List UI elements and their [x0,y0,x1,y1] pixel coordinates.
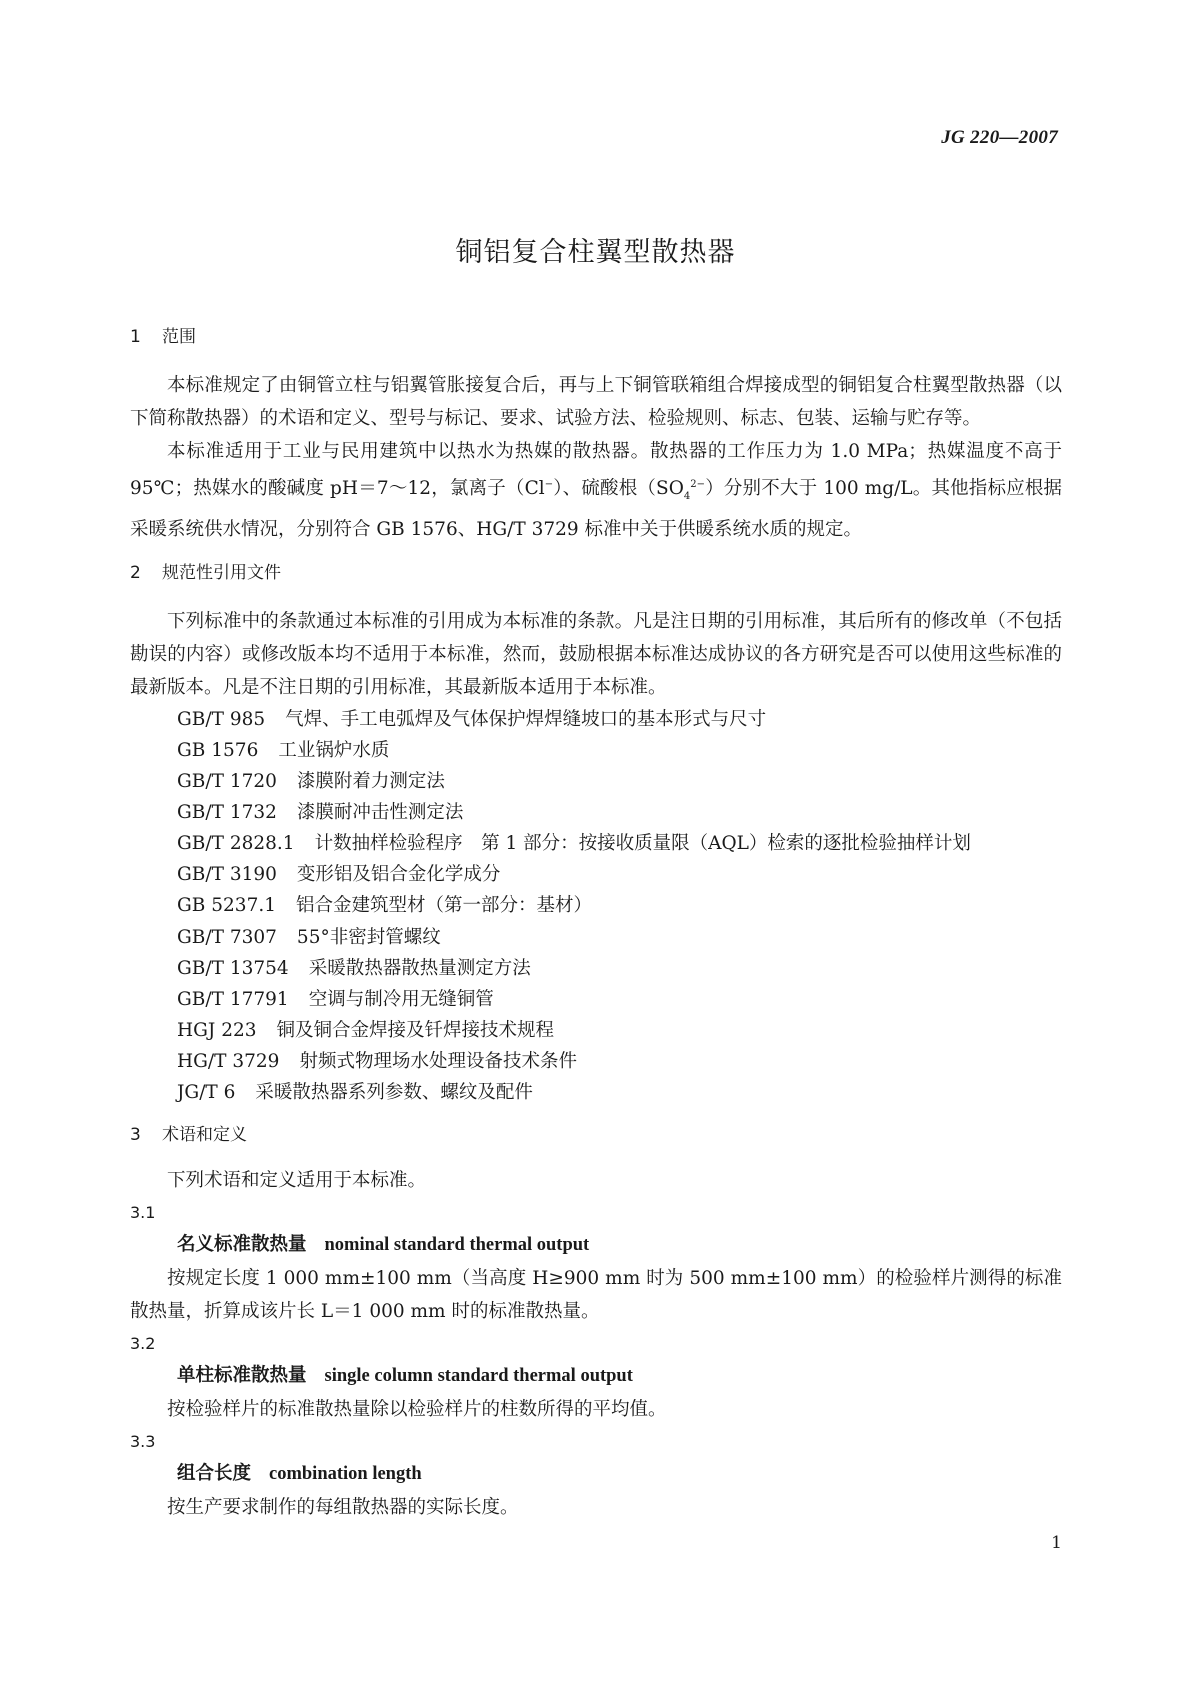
sulfate-charge: 2− [690,479,706,490]
reference-code: GB/T 17791 [177,988,289,1010]
scope-paragraph-2 [130,435,1062,546]
reference-title: 采暖散热器系列参数、螺纹及配件 [255,1081,533,1103]
term-name [130,1457,1062,1491]
reference-item [130,735,1062,766]
term-number: 3.2 [130,1334,156,1354]
scope-text-b: ）、硫酸根（SO [553,478,684,500]
reference-title: 55°非密封管螺纹 [296,926,441,948]
reference-item [130,1046,1062,1077]
reference-item [130,1077,1062,1108]
reference-item [130,859,1062,890]
scope-text-c: ）分别不大于 100 mg/L。其他指标应根据采暖系统供水情况，分别符合 GB 1576、HG/T 3729 标准中关于供暖系统水质的规定。 [130,478,1063,540]
reference-title: 射频式物理场水处理设备技术条件 [299,1050,577,1072]
reference-title: 铜及铜合金焊接及钎焊接技术规程 [276,1019,555,1041]
term-number: 3.1 [130,1203,156,1223]
scope-paragraph-1: 本标准规定了由铜管立柱与铝翼管胀接复合后，再与上下铜管联箱组合焊接成型的铜铝复合柱翼型散热器（以下简称散热器）的术语和定义、型号与标记、要求、试验方法、检验规则、标志、包装、运输与贮存等。 [130,375,1062,429]
sulfate-subscript: 4 [683,490,691,502]
reference-item [130,828,1062,859]
reference-code: JG/T 6 [177,1081,236,1103]
scope-text-a: 本标准适用于工业与民用建筑中以热水为热媒的散热器。散热器的工作压力为 1.0 MPa；热媒温度不高于 95℃；热媒水的酸碱度 pH＝7～12，氯离子（Cl [130,441,1062,500]
term-name-cn: 组合长度 [177,1463,252,1485]
term-name-cn: 单柱标准散热量 [177,1365,307,1387]
reference-item [130,984,1062,1015]
reference-code: GB/T 3190 [177,864,277,886]
reference-code: GB/T 985 [177,708,266,730]
term-definition: 按生产要求制作的每组散热器的实际长度。 [167,1497,519,1519]
reference-title: 计数抽样检验程序 第 1 部分：按接收质量限（AQL）检索的逐批检验抽样计划 [314,833,971,855]
reference-item [130,766,1062,797]
standard-code: JG 220—2007 [941,127,1058,148]
section-title: 术语和定义 [162,1125,247,1146]
reference-list [130,704,1062,1108]
reference-item [130,797,1062,828]
terms-intro: 下列术语和定义适用于本标准。 [167,1170,427,1192]
chloride-charge: − [544,479,554,490]
term-definition: 按检验样片的标准散热量除以检验样片的柱数所得的平均值。 [167,1399,667,1421]
section-number: 1 [130,327,141,347]
section-1-heading [130,326,1062,348]
reference-title: 工业锅炉水质 [278,739,390,761]
reference-code: GB/T 1720 [177,771,277,793]
reference-code: GB 1576 [177,739,259,761]
section-number: 3 [130,1125,141,1146]
section-title: 规范性引用文件 [162,562,281,583]
document-body [130,326,1062,1524]
reference-title: 空调与制冷用无缝铜管 [308,988,494,1010]
term-name [130,1228,1062,1262]
reference-item [130,890,1062,921]
term-name-en: single column standard thermal output [324,1366,633,1387]
references-intro-paragraph: 下列标准中的条款通过本标准的引用成为本标准的条款。凡是注日期的引用标准，其后所有的修改单（不包括勘误的内容）或修改版本均不适用于本标准，然而，鼓励根据本标准达成协议的各方研究是否可以使用这些标准的最新版本。凡是不注日期的引用标准，其最新版本适用于本标准。 [130,610,1062,698]
reference-code: HGJ 223 [177,1019,257,1041]
section-title: 范围 [162,327,196,347]
term-name-cn: 名义标准散热量 [177,1234,307,1256]
reference-code: GB 5237.1 [177,895,276,917]
term-name-en: nominal standard thermal output [324,1235,590,1256]
term-name [130,1359,1062,1393]
reference-code: GB/T 7307 [177,926,277,948]
reference-item [130,922,1062,953]
reference-item [130,1015,1062,1046]
section-2-heading [130,562,1062,584]
reference-title: 气焊、手工电弧焊及气体保护焊焊缝坡口的基本形式与尺寸 [285,708,767,730]
reference-title: 铝合金建筑型材（第一部分：基材） [296,895,593,917]
reference-title: 漆膜耐冲击性测定法 [296,802,464,824]
reference-code: GB/T 1732 [177,802,277,824]
term-name-en: combination length [269,1464,422,1485]
reference-code: GB/T 2828.1 [177,833,295,855]
section-3-heading [130,1124,1062,1146]
reference-item [130,704,1062,735]
reference-code: GB/T 13754 [177,957,289,979]
reference-title: 漆膜附着力测定法 [296,771,445,793]
term-definition: 按规定长度 1 000 mm±100 mm（当高度 H≥900 mm 时为 500 mm±100 mm）的检验样片测得的标准散热量，折算成该片长 L＝1 000 mm 时的标准散热量。 [130,1268,1062,1323]
document-title: 铜铝复合柱翼型散热器 [455,237,736,268]
section-number: 2 [130,562,141,583]
reference-item [130,953,1062,984]
page-number: 1 [1051,1533,1062,1553]
term-number: 3.3 [130,1432,156,1452]
reference-code: HG/T 3729 [177,1050,280,1072]
reference-title: 变形铝及铝合金化学成分 [296,864,501,886]
reference-title: 采暖散热器散热量测定方法 [308,957,531,979]
